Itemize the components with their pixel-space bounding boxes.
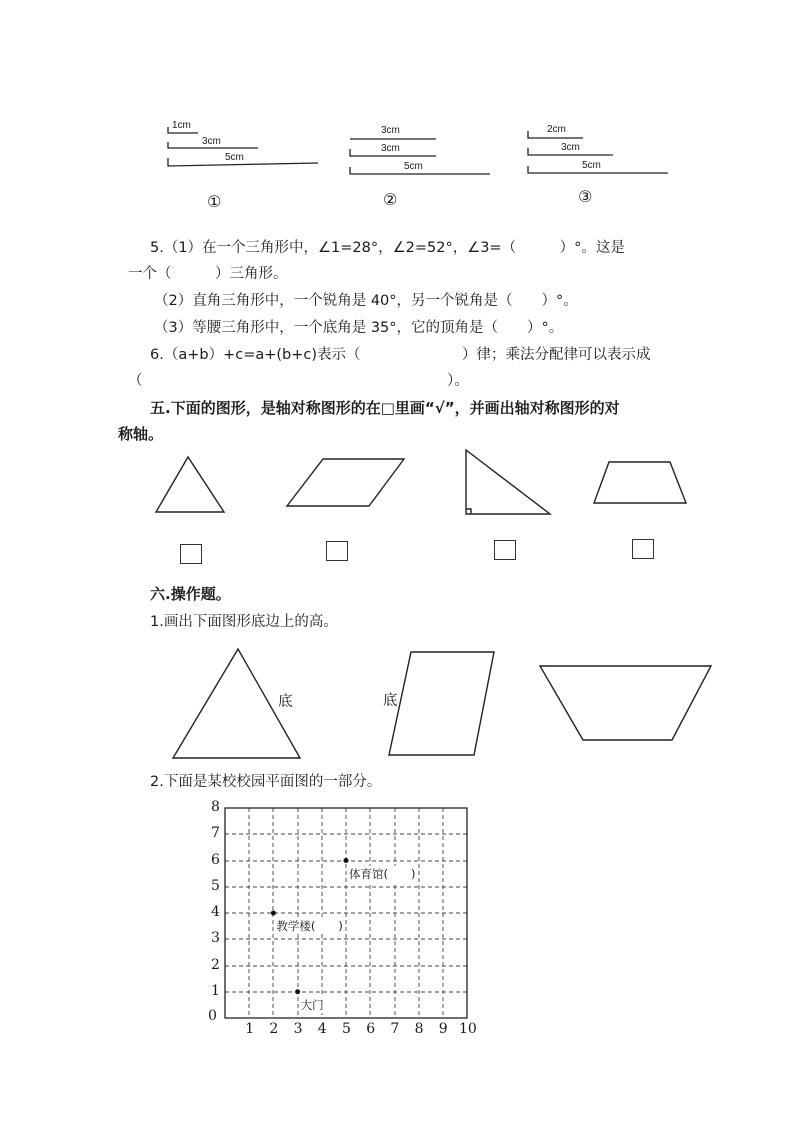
location-label: 大门 — [300, 997, 324, 1012]
location-label: 体育馆( ) — [349, 866, 416, 881]
q6-line1: 6.（a+b）+c=a+(b+c)表示（ ）律；乘法分配律可以表示成 — [150, 347, 651, 363]
segment-label: 3cm — [561, 142, 580, 153]
y-tick-label: 8 — [211, 799, 220, 815]
y-tick-label: 5 — [211, 877, 220, 894]
section5-title-cont: 称轴。 — [118, 425, 164, 443]
x-tick-label: 0 — [208, 1008, 217, 1024]
segment-label: 5cm — [225, 152, 244, 163]
x-tick-label: 10 — [459, 1021, 477, 1037]
q5-line3: （2）直角三角形中，一个锐角是 40°，另一个锐角是（ ）°。 — [154, 293, 578, 309]
q5-line1: 5.（1）在一个三角形中，∠1=28°，∠2=52°，∠3=（ ）°。这是 — [150, 240, 625, 256]
figure-number-2: ② — [383, 190, 398, 209]
section6-q2: 2.下面是某校校园平面图的一部分。 — [150, 774, 382, 790]
location-point — [271, 911, 276, 916]
y-tick-label: 6 — [211, 851, 220, 868]
base-label-triangle: 底 — [278, 694, 293, 710]
segment-label: 1cm — [172, 120, 191, 131]
location-label: 教学楼( ) — [276, 919, 343, 933]
q6-line2: （ ）。 — [128, 373, 469, 389]
figure-number-3: ③ — [578, 187, 593, 206]
base-label-parallelogram: 底 — [383, 693, 398, 709]
segment-label: 3cm — [381, 143, 400, 154]
figure-number-1: ① — [207, 192, 222, 211]
x-tick-label: 7 — [390, 1021, 400, 1037]
segment-label: 3cm — [202, 136, 221, 147]
segment-label: 5cm — [404, 161, 423, 172]
segment-label: 5cm — [582, 160, 601, 171]
x-tick-label: 5 — [342, 1021, 351, 1037]
section5-title: 五.下面的图形，是轴对称图形的在□里画“√”，并画出轴对称图形的对 — [150, 399, 620, 417]
y-tick-label: 1 — [211, 982, 220, 999]
section6-title: 六.操作题。 — [150, 585, 231, 603]
x-tick-label: 6 — [366, 1021, 376, 1037]
x-tick-label: 9 — [438, 1021, 448, 1037]
y-tick-label: 3 — [211, 930, 220, 947]
q5-line4: （3）等腰三角形中，一个底角是 35°，它的顶角是（ ）°。 — [154, 320, 564, 336]
q5-line2: 一个（ ）三角形。 — [128, 266, 288, 282]
y-tick-label: 2 — [211, 956, 220, 973]
segment-label: 3cm — [381, 125, 400, 136]
x-tick-label: 4 — [317, 1021, 327, 1037]
location-point — [344, 858, 349, 863]
segment-label: 2cm — [547, 124, 566, 135]
x-tick-label: 8 — [414, 1021, 424, 1037]
y-tick-label: 4 — [211, 904, 220, 920]
x-tick-label: 1 — [245, 1021, 255, 1037]
location-point — [295, 989, 300, 994]
y-tick-label: 7 — [211, 825, 220, 842]
x-tick-label: 3 — [293, 1021, 303, 1037]
section6-q1: 1.画出下面图形底边上的高。 — [150, 614, 338, 630]
x-tick-label: 2 — [269, 1021, 279, 1037]
